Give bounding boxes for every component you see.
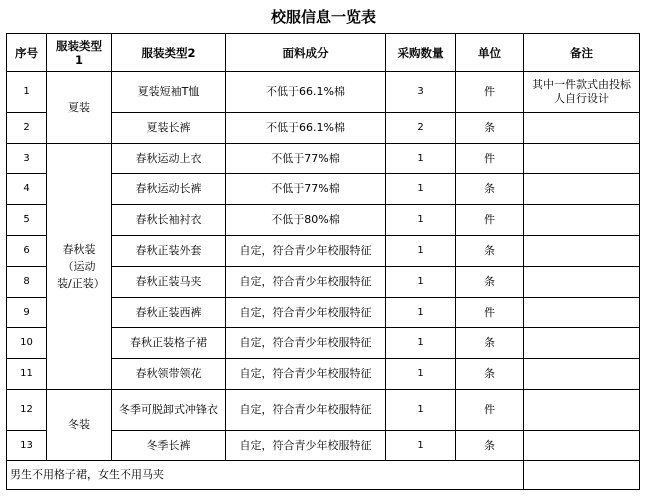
cell-fabric: 自定，符合青少年校服特征: [226, 298, 386, 328]
cell-fabric: 自定，符合青少年校服特征: [226, 236, 386, 267]
uniform-table: [6, 33, 640, 490]
cell-seq: 10: [7, 328, 47, 359]
cell-type2: 春秋领带领花: [112, 359, 226, 390]
cell-qty: 1: [386, 144, 456, 174]
cell-note: [524, 236, 640, 267]
cell-seq: 8: [7, 267, 47, 298]
cell-qty: 3: [386, 72, 456, 113]
cell-fabric: 自定，符合青少年校服特征: [226, 431, 386, 461]
cell-unit: 件: [456, 144, 524, 174]
cell-note: [524, 113, 640, 144]
cell-qty: 1: [386, 359, 456, 390]
cell-fabric: 自定，符合青少年校服特征: [226, 267, 386, 298]
cell-type2: 春秋正装西裤: [112, 298, 226, 328]
cell-type2: 春秋正装外套: [112, 236, 226, 267]
group-summer: 夏装: [47, 72, 112, 144]
header-qty: 采购数量: [386, 34, 456, 72]
cell-qty: 1: [386, 236, 456, 267]
cell-note: 其中一件款式由投标人自行设计: [524, 72, 640, 113]
header-type1: 服装类型1: [47, 34, 112, 72]
cell-fabric: 自定，符合青少年校服特征: [226, 328, 386, 359]
cell-seq: 4: [7, 174, 47, 205]
footer-row: [7, 461, 640, 490]
cell-type2: 冬季长裤: [112, 431, 226, 461]
cell-note: [524, 205, 640, 236]
group-springautumn: 春秋装（运动装/正装）: [47, 144, 112, 390]
cell-qty: 1: [386, 205, 456, 236]
cell-unit: 条: [456, 113, 524, 144]
cell-type2: 冬季可脱卸式冲锋衣: [112, 390, 226, 431]
header-type2: 服装类型2: [112, 34, 226, 72]
table-row: [7, 72, 640, 113]
cell-type2: 春秋正装格子裙: [112, 328, 226, 359]
cell-note: [524, 174, 640, 205]
header-unit: 单位: [456, 34, 524, 72]
cell-seq: 6: [7, 236, 47, 267]
cell-type2: 春秋运动上衣: [112, 144, 226, 174]
cell-unit: 条: [456, 359, 524, 390]
cell-unit: 条: [456, 328, 524, 359]
cell-seq: 3: [7, 144, 47, 174]
table-row: [7, 390, 640, 431]
table-row: [7, 144, 640, 174]
cell-type2: 春秋正装马夹: [112, 267, 226, 298]
cell-seq: 11: [7, 359, 47, 390]
header-row: [7, 34, 640, 72]
cell-unit: 件: [456, 298, 524, 328]
cell-unit: 件: [456, 390, 524, 431]
cell-seq: 12: [7, 390, 47, 431]
cell-type2: 夏装长裤: [112, 113, 226, 144]
cell-qty: 1: [386, 390, 456, 431]
cell-fabric: 不低于66.1%棉: [226, 72, 386, 113]
cell-note: [524, 431, 640, 461]
cell-type2: 夏装短袖T恤: [112, 72, 226, 113]
cell-fabric: 自定，符合青少年校服特征: [226, 390, 386, 431]
cell-fabric: 不低于66.1%棉: [226, 113, 386, 144]
cell-unit: 件: [456, 205, 524, 236]
cell-fabric: 不低于80%棉: [226, 205, 386, 236]
cell-unit: 条: [456, 236, 524, 267]
cell-qty: 2: [386, 113, 456, 144]
header-seq: 序号: [7, 34, 47, 72]
cell-seq: 13: [7, 431, 47, 461]
header-fabric: 面料成分: [226, 34, 386, 72]
cell-seq: 5: [7, 205, 47, 236]
cell-seq: 2: [7, 113, 47, 144]
cell-unit: 条: [456, 174, 524, 205]
cell-note: [524, 328, 640, 359]
cell-note: [524, 267, 640, 298]
cell-qty: 1: [386, 431, 456, 461]
cell-note: [524, 298, 640, 328]
cell-seq: 1: [7, 72, 47, 113]
cell-seq: 9: [7, 298, 47, 328]
cell-qty: 1: [386, 298, 456, 328]
cell-unit: 条: [456, 267, 524, 298]
group-winter: 冬装: [47, 390, 112, 461]
cell-fabric: 不低于77%棉: [226, 144, 386, 174]
cell-qty: 1: [386, 267, 456, 298]
cell-note: [524, 390, 640, 431]
cell-qty: 1: [386, 174, 456, 205]
page-title: 校服信息一览表: [270, 8, 376, 26]
footer-note: 男生不用格子裙，女生不用马夹: [7, 461, 524, 490]
cell-type2: 春秋运动长裤: [112, 174, 226, 205]
cell-qty: 1: [386, 328, 456, 359]
cell-unit: 件: [456, 72, 524, 113]
cell-unit: 条: [456, 431, 524, 461]
header-note: 备注: [524, 34, 640, 72]
cell-fabric: 自定，符合青少年校服特征: [226, 359, 386, 390]
cell-type2: 春秋长袖衬衣: [112, 205, 226, 236]
footer-empty-cell: [524, 461, 640, 490]
cell-note: [524, 144, 640, 174]
cell-fabric: 不低于77%棉: [226, 174, 386, 205]
cell-note: [524, 359, 640, 390]
